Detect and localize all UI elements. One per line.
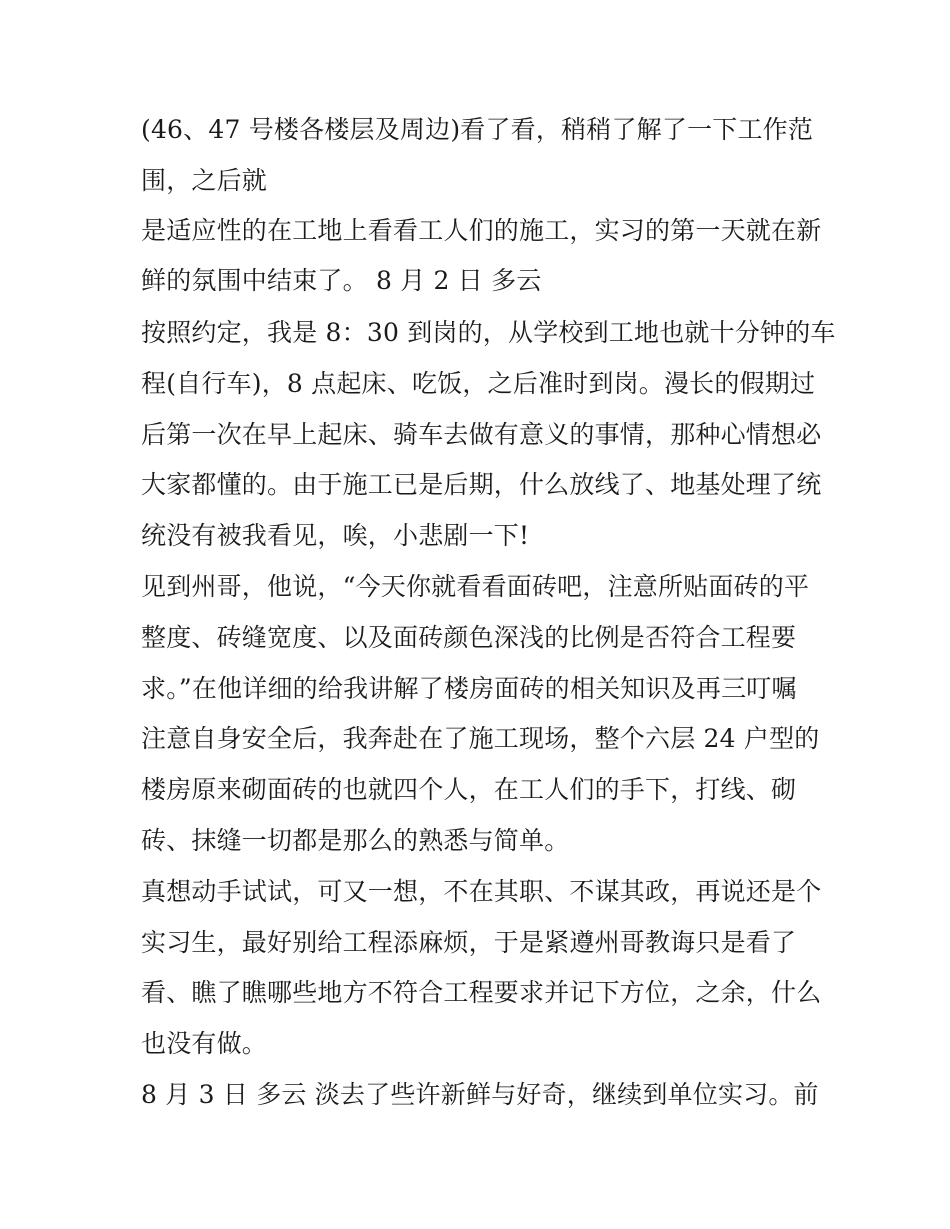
text-line: 楼房原来砌面砖的也就四个人，在工人们的手下，打线、砌 [141,775,797,804]
text-line: 看、瞧了瞧哪些地方不符合工程要求并记下方位，之余，什么 [141,978,822,1007]
text-line: 整度、砖缝宽度、以及面砖颜色深浅的比例是否符合工程要 [141,623,797,652]
text-line: (46、47 号楼各楼层及周边)看了看，稍稍了解了一下工作范 [141,115,814,144]
text-line: 砖、抹缝一切都是那么的熟悉与简单。 [141,826,570,855]
text-line: 鲜的氛围中结束了。 8 月 2 日 多云 [141,266,542,295]
text-line: 围，之后就 [141,166,268,195]
text-line: 求。”在他详细的给我讲解了楼房面砖的相关知识及再三叮嘱 [141,674,797,703]
text-line: 8 月 3 日 多云 淡去了些许新鲜与好奇，继续到单位实习。前 [141,1080,819,1109]
text-line: 按照约定，我是 8：30 到岗的，从学校到工地也就十分钟的车 [141,318,836,347]
text-line: 真想动手试试，可又一想，不在其职、不谋其政，再说还是个 [141,877,822,906]
text-line: 也没有做。 [141,1029,268,1058]
text-line: 注意自身安全后，我奔赴在了施工现场，整个六层 24 户型的 [141,724,820,753]
text-line: 程(自行车)，8 点起床、吃饭，之后准时到岗。漫长的假期过 [141,369,816,398]
text-line: 见到州哥，他说，“今天你就看看面砖吧，注意所贴面砖的平 [141,572,810,601]
text-line: 实习生，最好别给工程添麻烦，于是紧遵州哥教诲只是看了 [141,928,797,957]
text-line: 大家都懂的。由于施工已是后期，什么放线了、地基处理了统 [141,470,822,499]
text-line: 统没有被我看见，唉，小悲剧一下! [141,521,530,550]
text-line: 后第一次在早上起床、骑车去做有意义的事情，那种心情想必 [141,420,822,449]
text-line: 是适应性的在工地上看看工人们的施工，实习的第一天就在新 [141,216,822,245]
